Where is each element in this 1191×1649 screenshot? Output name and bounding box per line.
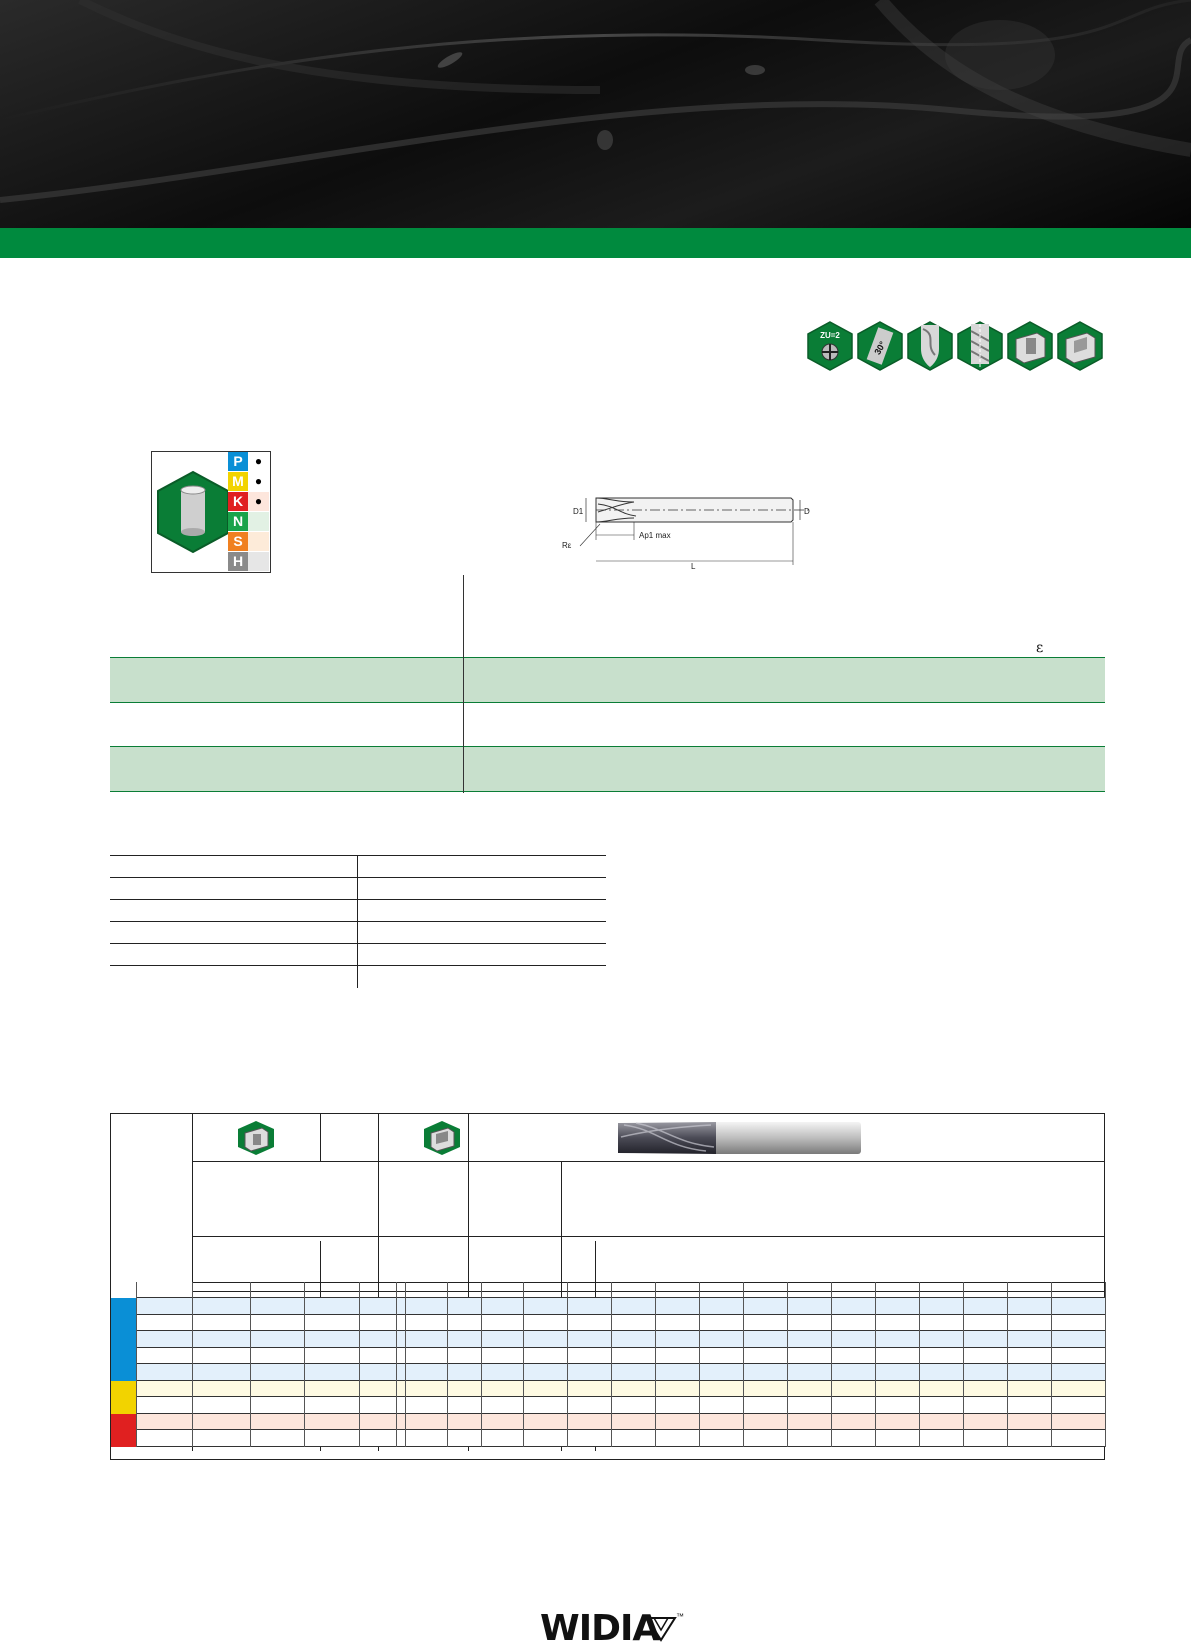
table-column-line	[250, 1282, 251, 1447]
table-column-line	[1051, 1282, 1052, 1447]
table-column-line	[655, 1282, 656, 1447]
table-column-line	[481, 1282, 482, 1447]
small-table-line	[110, 921, 606, 922]
small-table-line	[110, 965, 606, 966]
table-column-line	[743, 1282, 744, 1447]
drill-point-icon	[907, 321, 953, 371]
material-row-h	[228, 552, 269, 572]
helix-30-icon	[857, 321, 903, 371]
table-column-line	[304, 1282, 305, 1447]
zu2-center-cutting-icon	[807, 321, 853, 371]
table-divider	[378, 1161, 379, 1241]
svg-text:Rε: Rε	[562, 541, 572, 550]
spec-epsilon-symbol: ε	[1036, 640, 1044, 656]
spec-row-4	[110, 746, 1105, 792]
table-column-line	[787, 1282, 788, 1447]
table-row	[136, 1414, 1105, 1430]
material-letter-h: H	[228, 552, 248, 571]
spec-row-1	[110, 575, 1105, 657]
material-letter-p: P	[228, 452, 248, 471]
spec-row-3	[110, 702, 1105, 746]
material-dot-h	[248, 552, 269, 571]
svg-text:D: D	[804, 507, 810, 516]
material-group-strip-k	[111, 1414, 136, 1447]
table-row	[136, 1430, 1105, 1446]
svg-text:30°: 30°	[872, 339, 888, 357]
svg-text:ZU=2: ZU=2	[820, 331, 840, 340]
table-column-line	[963, 1282, 964, 1447]
material-dot-p: ●	[248, 452, 269, 471]
widia-logo	[540, 1608, 684, 1649]
small-table-divider	[357, 855, 358, 988]
table-column-line	[359, 1282, 360, 1447]
table-rule	[192, 1282, 1105, 1283]
table-row	[136, 1397, 1105, 1413]
material-letter-n: N	[228, 512, 248, 531]
material-group-strip-m	[111, 1381, 136, 1414]
table-column-line	[523, 1282, 524, 1447]
table-divider	[468, 1114, 469, 1161]
svg-text:L: L	[691, 562, 696, 571]
table-row	[136, 1364, 1105, 1380]
end-mill-product-photo	[616, 1119, 866, 1157]
table-column-line	[136, 1282, 137, 1447]
material-letter-m: M	[228, 472, 248, 491]
material-dot-n	[248, 512, 269, 531]
table-divider	[378, 1114, 379, 1161]
material-dot-m: ●	[248, 472, 269, 491]
widia-logo-text: WIDIA	[540, 1608, 660, 1649]
table-row	[136, 1348, 1105, 1364]
slotting-icon	[422, 1121, 462, 1155]
table-row-line	[136, 1297, 1105, 1298]
side-milling-icon	[1057, 321, 1103, 371]
solid-carbide-hex-icon	[156, 470, 230, 554]
end-mill-technical-drawing	[562, 490, 816, 571]
table-column-line	[875, 1282, 876, 1447]
small-table-line	[110, 899, 606, 900]
trademark-symbol: ™	[676, 1612, 684, 1621]
table-column-line	[1105, 1282, 1106, 1447]
cutting-data-table	[110, 1113, 1105, 1460]
table-rule	[192, 1161, 1105, 1162]
material-suitability-box	[151, 451, 271, 573]
material-letter-s: S	[228, 532, 248, 551]
slotting-icon	[1007, 321, 1053, 371]
table-column-line	[831, 1282, 832, 1447]
material-group-strip-p	[111, 1298, 136, 1381]
small-table-line	[110, 877, 606, 878]
widia-triangle-mark-icon	[646, 1616, 676, 1642]
hero-swirl-graphic	[0, 0, 1191, 228]
small-table-line	[110, 855, 606, 856]
material-dot-s	[248, 532, 269, 551]
material-letter-k: K	[228, 492, 248, 511]
table-divider	[320, 1114, 321, 1161]
table-column-line	[396, 1282, 397, 1447]
table-column-line	[567, 1282, 568, 1447]
small-table-line	[110, 943, 606, 944]
table-rule	[192, 1291, 1105, 1292]
table-row-line	[136, 1446, 1105, 1447]
table-row	[136, 1298, 1105, 1314]
spec-column-divider	[463, 575, 464, 793]
table-rule	[192, 1236, 1105, 1237]
table-column-line	[447, 1282, 448, 1447]
table-row	[136, 1331, 1105, 1347]
material-row-s	[228, 532, 269, 552]
table-column-line	[699, 1282, 700, 1447]
header-green-bar	[0, 228, 1191, 258]
table-column-line	[192, 1282, 193, 1447]
spec-row-2	[110, 657, 1105, 703]
material-row-n	[228, 512, 269, 532]
table-column-line	[919, 1282, 920, 1447]
svg-text:D1: D1	[573, 507, 584, 516]
table-column-line	[611, 1282, 612, 1447]
material-dot-k: ●	[248, 492, 269, 511]
material-row-p	[228, 452, 269, 472]
table-row	[136, 1315, 1105, 1331]
flute-helix-icon	[957, 321, 1003, 371]
hero-banner-image	[0, 0, 1191, 228]
side-milling-icon	[236, 1121, 276, 1155]
material-row-m	[228, 472, 269, 492]
material-row-k	[228, 492, 269, 512]
table-row	[136, 1381, 1105, 1397]
table-column-line	[405, 1282, 406, 1447]
table-column-line	[1007, 1282, 1008, 1447]
svg-text:Ap1 max: Ap1 max	[639, 531, 671, 540]
